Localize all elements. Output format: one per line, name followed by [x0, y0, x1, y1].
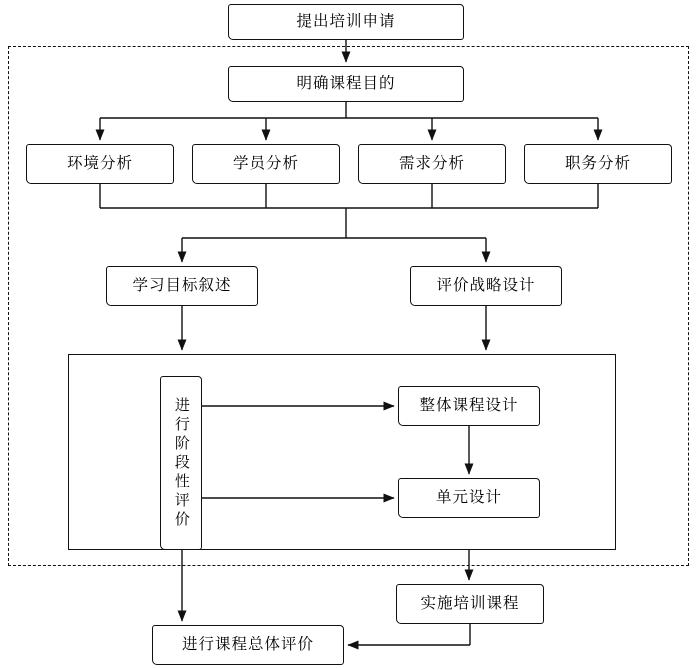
node-label: 明确课程目的 — [296, 75, 396, 93]
node-label: 单元设计 — [435, 489, 502, 507]
node-label: 环境分析 — [66, 155, 133, 173]
node-training-request[interactable] — [228, 4, 464, 40]
node-label: 实施培训课程 — [420, 595, 520, 613]
node-needs-analysis[interactable] — [358, 144, 506, 184]
node-label: 学员分析 — [232, 155, 299, 173]
node-trainee-analysis[interactable] — [192, 144, 340, 184]
node-learning-goal-statement[interactable] — [106, 266, 258, 306]
node-label: 职务分析 — [564, 155, 631, 173]
node-label: 需求分析 — [398, 155, 465, 173]
node-overall-course-evaluation[interactable] — [152, 625, 344, 665]
node-environment-analysis[interactable] — [26, 144, 174, 184]
node-evaluation-strategy-design[interactable] — [410, 266, 562, 306]
node-label: 进行课程总体评价 — [181, 636, 314, 654]
course-design-region — [68, 354, 616, 550]
node-label: 评价战略设计 — [436, 277, 536, 295]
node-label: 学习目标叙述 — [132, 277, 232, 295]
node-unit-design[interactable] — [398, 478, 540, 518]
node-job-analysis[interactable] — [524, 144, 672, 184]
node-label: 进行阶段性评价 — [172, 396, 190, 530]
node-course-objective[interactable] — [228, 66, 464, 102]
node-overall-course-design[interactable] — [398, 386, 540, 426]
node-label: 提出培训申请 — [296, 13, 396, 31]
node-implement-training[interactable] — [396, 584, 544, 624]
node-label: 整体课程设计 — [419, 397, 519, 415]
node-stage-evaluation[interactable] — [160, 376, 202, 550]
